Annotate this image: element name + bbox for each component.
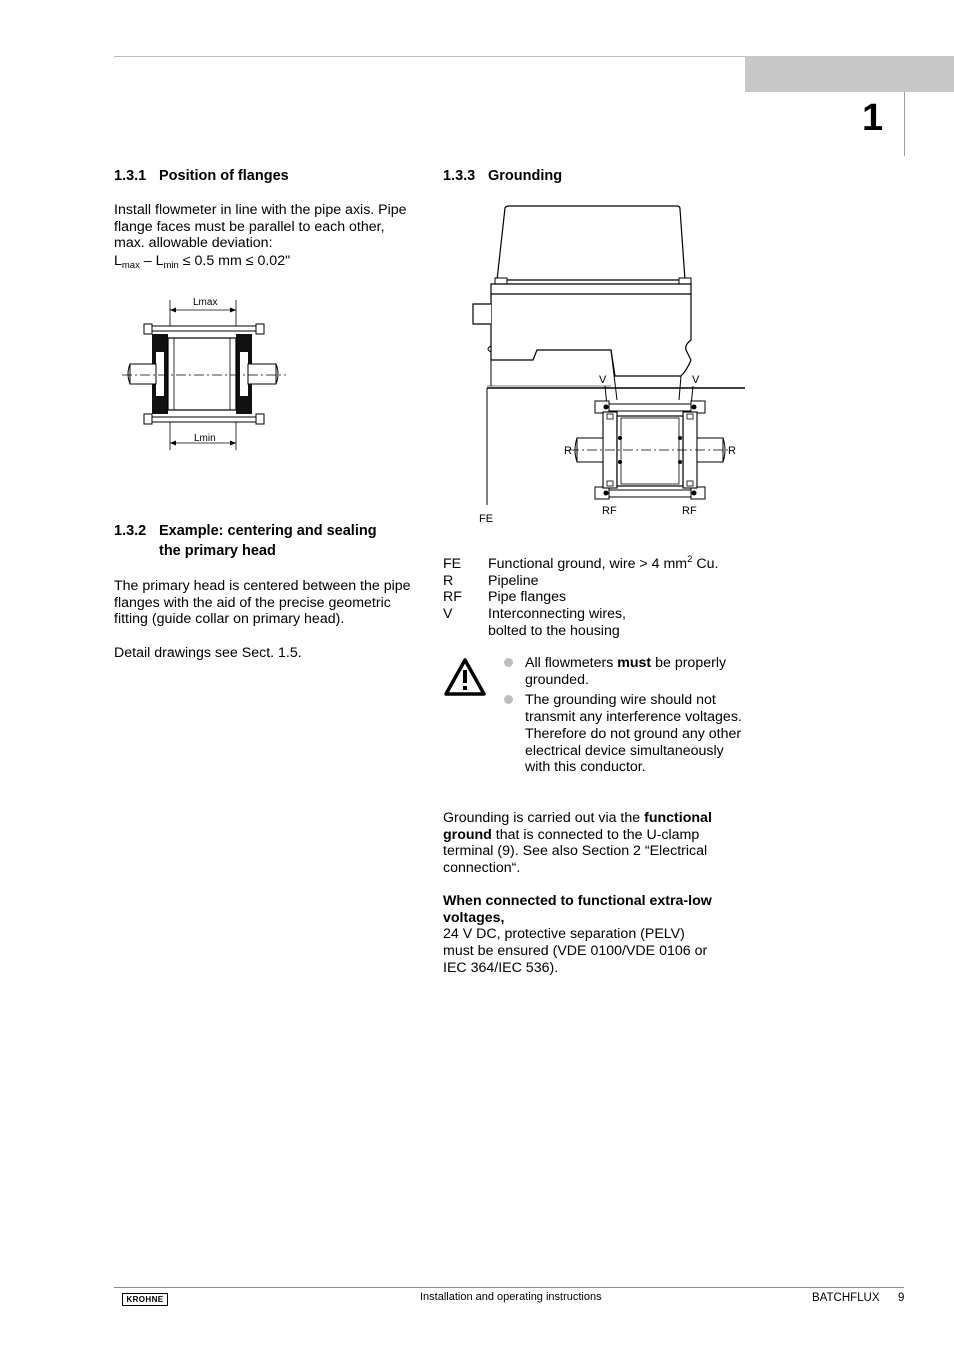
extra-low-voltage-paragraph: When connected to functional extra-low voltages, 24 V DC, protective separation (PELV) must be ensured (VDE 0100/VDE 0106 or IEC 364/IEC 536).	[443, 893, 712, 976]
page-number: 9	[898, 1292, 905, 1304]
warning-list	[503, 655, 748, 780]
footer-product-name: BATCHFLUX	[812, 1292, 880, 1304]
legend-row-v: V Interconnecting wires, bolted to the housing	[443, 606, 627, 639]
label-r-left: R	[564, 445, 572, 457]
deviation-formula: $L_{max} - L_{min} \le 0.5$ mm ≤ 0.02"	[114, 253, 291, 271]
detail-drawings-note: Detail drawings see Sect. 1.5.	[114, 645, 302, 661]
chapter-number: 1	[862, 97, 884, 139]
label-r-right: R	[728, 445, 736, 457]
label-rf-left: RF	[602, 505, 617, 517]
section-heading-1-3-1: 1.3.1 Position of flanges	[114, 168, 289, 184]
footer-rule	[114, 1287, 904, 1288]
chapter-divider	[904, 92, 905, 156]
warning-triangle-icon	[444, 658, 486, 696]
grounding-legend	[443, 556, 743, 640]
footer-document-title: Installation and operating instructions	[420, 1291, 602, 1303]
flange-position-figure	[118, 290, 290, 455]
section-1-3-1-body: Install flowmeter in line with the pipe axis. Pipe flange faces must be parallel to each other, max. allowable deviation:	[114, 202, 407, 252]
section-heading-1-3-2: 1.3.2 Example: centering and sealing the primary head	[114, 523, 377, 559]
label-v-left: V	[599, 374, 607, 386]
label-rf-right: RF	[682, 505, 697, 517]
label-v-right: V	[692, 374, 700, 386]
lmax-label: Lmax	[193, 297, 218, 308]
section-1-3-2-body: The primary head is centered between the pipe flanges with the aid of the precise geometric fitting (guide collar on primary head).	[114, 578, 411, 628]
krohne-logo: KROHNE	[122, 1293, 168, 1306]
lmin-label: Lmin	[194, 433, 216, 444]
section-heading-1-3-3: 1.3.3 Grounding	[443, 168, 563, 184]
warning-item: All flowmeters must be properly grounded.	[503, 655, 748, 688]
warning-item: The grounding wire should not transmit any interference voltages. Therefore do not ground any other electrical device simultaneously with this conductor.	[503, 692, 748, 776]
legend-row-r: R Pipeline	[443, 572, 539, 589]
label-fe: FE	[479, 513, 494, 525]
legend-row-fe: FE Functional ground, wire > 4 $mm^2$ Cu.	[443, 554, 719, 572]
functional-ground-paragraph: Grounding is carried out via the functional ground that is connected to the U-clamp terminal (9). See also Section 2 “Electrical connection“.	[443, 810, 712, 877]
legend-row-rf: RF Pipe flanges	[443, 589, 567, 606]
chapter-tab	[745, 56, 954, 92]
grounding-figure	[465, 200, 745, 530]
